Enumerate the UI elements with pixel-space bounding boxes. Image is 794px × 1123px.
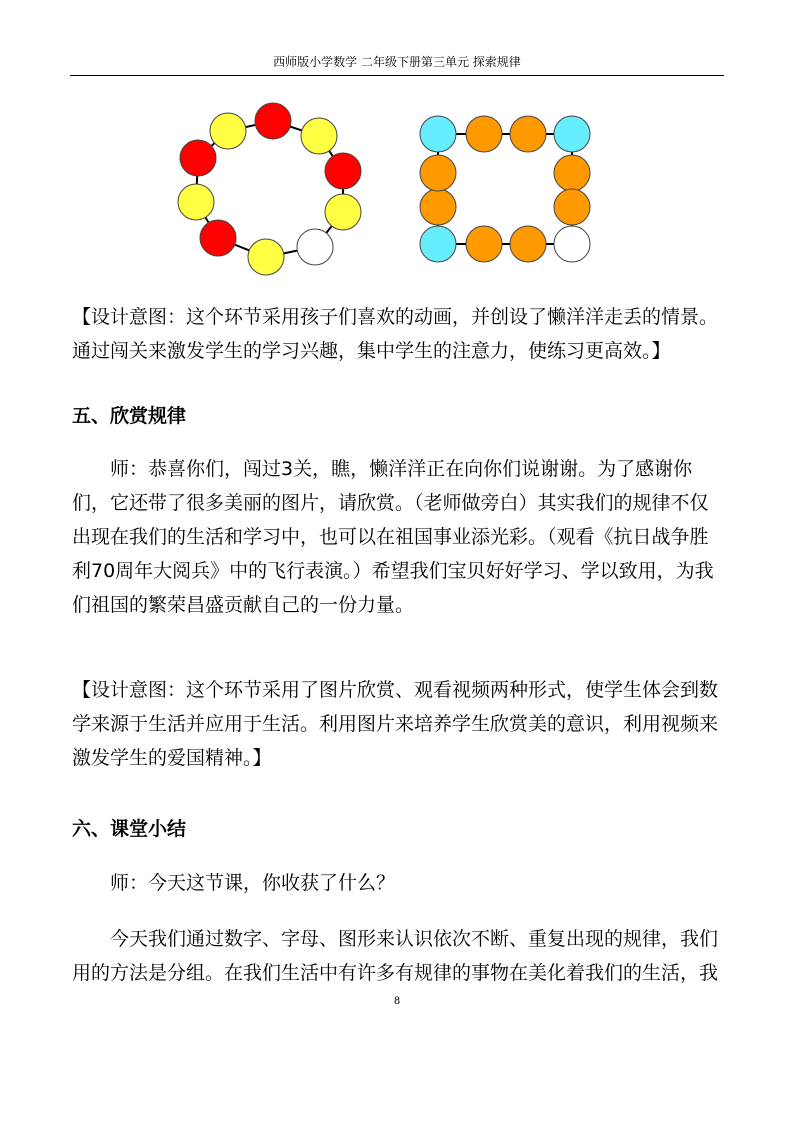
square-bead <box>554 226 590 262</box>
square-bead <box>420 155 456 191</box>
section-5-title: 五、欣赏规律 <box>72 405 187 427</box>
ring-bead-pattern <box>170 100 390 290</box>
ring-bead <box>180 140 216 176</box>
ring-bead <box>325 153 361 189</box>
square-bead <box>554 116 590 152</box>
ring-bead <box>301 118 337 154</box>
page-header: 西师版小学数学 二年级下册第三单元 探索规律 <box>70 54 724 76</box>
square-string <box>438 134 572 244</box>
ring-bead <box>297 229 333 265</box>
design-intent-1: 【设计意图：这个环节采用孩子们喜欢的动画，并创设了懒洋洋走丢的情景。通过闯关来激发学生的学习兴趣，集中学生的注意力，使练习更高效。】 <box>72 306 719 362</box>
square-bead <box>466 226 502 262</box>
ring-bead <box>210 113 246 149</box>
ring-bead <box>248 239 284 275</box>
square-bead <box>420 116 456 152</box>
square-bead <box>420 226 456 262</box>
square-bead <box>554 155 590 191</box>
section-6-title: 六、课堂小结 <box>72 818 187 840</box>
design-intent-2: 【设计意图：这个环节采用了图片欣赏、观看视频两种形式，使学生体会到数学来源于生活并应用于生活。利用图片来培养学生欣赏美的意识，利用视频来激发学生的爱国精神。】 <box>72 679 719 769</box>
square-bead <box>420 189 456 225</box>
square-bead <box>466 116 502 152</box>
square-bead <box>554 189 590 225</box>
section-5-text: 师：恭喜你们，闯过3关，瞧，懒洋洋正在向你们说谢谢。为了感谢你们，它还带了很多美丽的图片，请欣赏。（老师做旁白）其实我们的规律不仅出现在我们的生活和学习中，也可以在祖国事业添光彩。（观看《抗日战争胜利70周年大阅兵》中的飞行表演。）希望我们宝贝好好学习、学以致用，为我们祖国的繁荣昌盛贡献自己的一份力量。 <box>72 458 714 616</box>
ring-bead <box>255 103 291 139</box>
square-bead <box>510 226 546 262</box>
square-bead-pattern <box>410 100 610 290</box>
ring-bead <box>200 220 236 256</box>
page-number: 8 <box>393 996 401 1007</box>
bead-figures <box>0 100 794 290</box>
ring-bead <box>325 194 361 230</box>
square-bead <box>510 116 546 152</box>
section-6-question: 师：今天这节课，你收获了什么？ <box>110 872 396 894</box>
section-6-text: 今天我们通过数字、字母、图形来认识依次不断、重复出现的规律，我们用的方法是分组。在我们生活中有许多有规律的事物在美化着我们的生活，我 <box>72 928 719 984</box>
ring-bead <box>178 184 214 220</box>
